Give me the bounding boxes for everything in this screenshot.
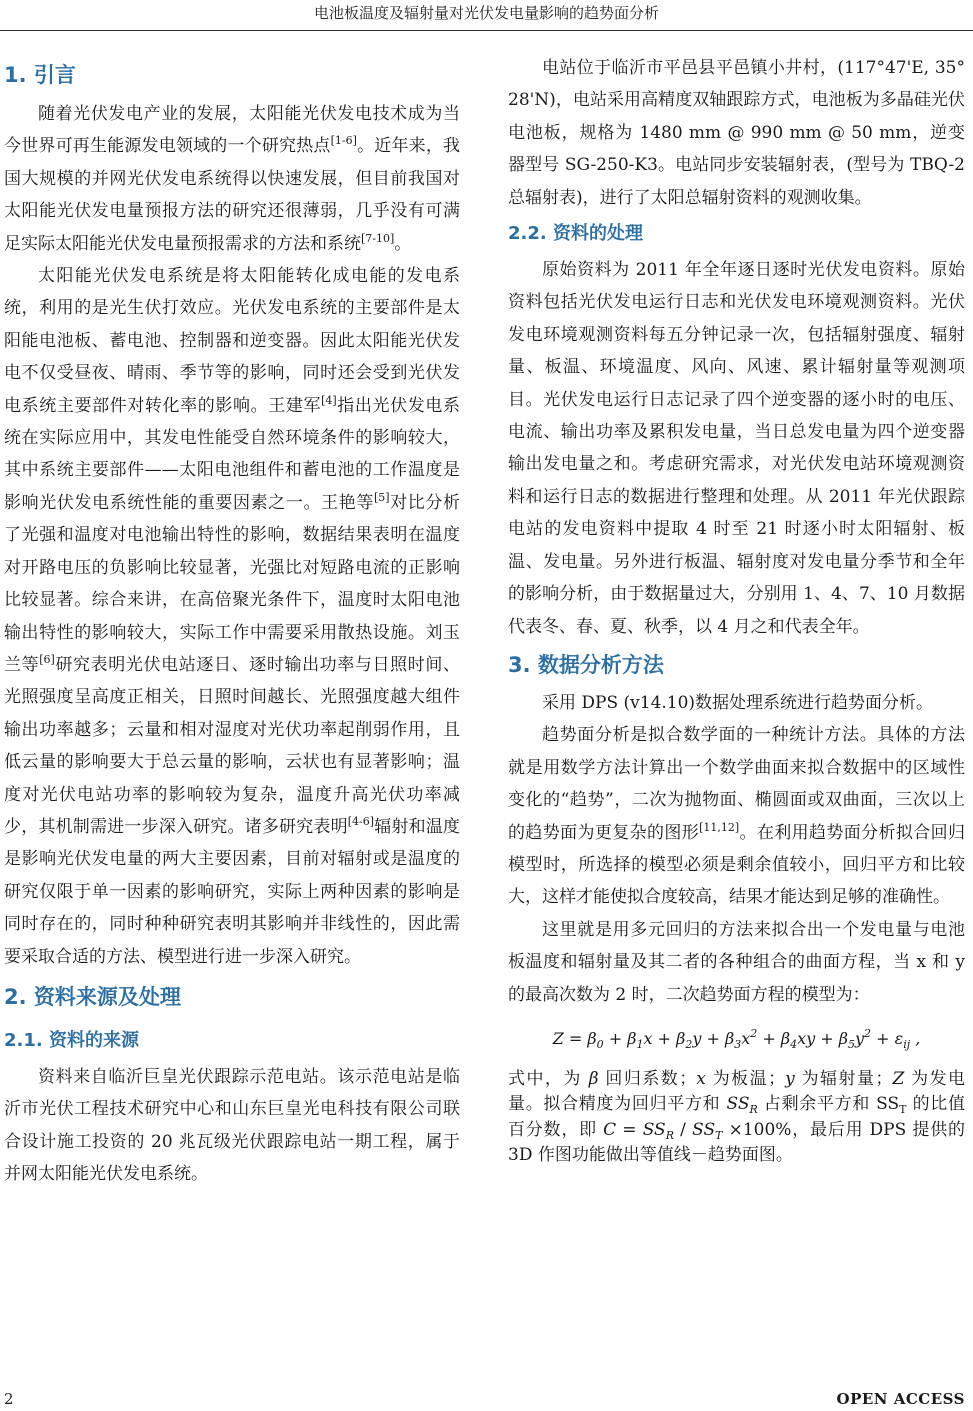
right-column bbox=[508, 52, 965, 1169]
citation[interactable]: [6] bbox=[39, 652, 55, 666]
citation[interactable]: [7-10] bbox=[361, 231, 395, 245]
subsection-heading-data-processing: 2.2. 资料的处理 bbox=[508, 223, 643, 245]
trend-surface-equation: $Z = \beta_0 + \beta_1x + \beta_2y + \beta_3x^2 + \beta_4xy + \beta_5y^2 + \varepsilon_{ij}$ , bbox=[552, 1026, 921, 1051]
paragraph: 采用 DPS (v14.10)数据处理系统进行趋势面分析。 bbox=[542, 692, 934, 713]
running-head: 电池板温度及辐射量对光伏发电量影响的趋势面分析 bbox=[0, 0, 973, 31]
citation[interactable]: [11,12] bbox=[699, 820, 740, 834]
paragraph: 这里就是用多元回归的方法来拟合出一个发电量与电池板温度和辐射量及其二者的各种组合的曲面方程，当 x 和 y 的最高次数为 2 时，二次趋势面方程的模型为： bbox=[508, 919, 965, 1005]
paragraph: 趋势面分析是拟合数学面的一种统计方法。具体的方法就是用数学方法计算出一个数学曲面来拟合数据中的区域性变化的“趋势”，二次为抛物面、椭圆面或双曲面，三次以上的趋势面为更复杂的图形[11,12]。在利用趋势面分析拟合回归模型时，所选择的模型必须是剩余值较小，回归平方和比较大，这样才能使拟合度较高，结果才能达到足够的准确性。 bbox=[508, 725, 966, 908]
citation[interactable]: [4] bbox=[321, 393, 337, 407]
paragraph: 电站位于临沂市平邑县平邑镇小井村，(117°47'E, 35°28'N)，电站采用高精度双轴跟踪方式，电池板为多晶硅光伏电池板，规格为 1480 mm @ 990 mm @ 50 mm，逆变器型号 SG-250-K3。电站同步安装辐射表，(型号为 TBQ-2 总辐射表)，进行了太阳总辐射资料的观测收集。 bbox=[508, 58, 965, 208]
subsection-heading-data-origin: 2.1. 资料的来源 bbox=[4, 1029, 139, 1051]
journal-label: OPEN ACCESS bbox=[836, 1390, 965, 1408]
citation[interactable]: [4-6] bbox=[347, 814, 375, 828]
paragraph: 式中，为 β 回归系数；x 为板温；y 为辐射量；Z 为发电量。拟合精度为回归平方和 $SS_R$ 占剩余平方和 $SS_T$ 的比值百分数，即 $C = SS_R / SS_T \times 100\%$，最后用 DPS 提供的 3D 作图功能做出等值线－趋势面图。 bbox=[508, 1068, 966, 1166]
paragraph: 随着光伏发电产业的发展，太阳能光伏发电技术成为当今世界可再生能源发电领域的一个研究热点[1-6]。近年来，我国大规模的并网光伏发电系统得以快速发展，但目前我国对太阳能光伏发电量预报方法的研究还很薄弱，几乎没有可满足实际太阳能光伏发电量预报需求的方法和系统[7-10]。 bbox=[4, 104, 461, 254]
section-heading-methods: 3. 数据分析方法 bbox=[508, 652, 664, 677]
paragraph: 资料来自临沂巨皇光伏跟踪示范电站。该示范电站是临沂市光伏工程技术研究中心和山东巨皇光电科技有限公司联合设计施工投资的 20 兆瓦级光伏跟踪电站一期工程，属于并网太阳能光伏发电系统。 bbox=[4, 1066, 460, 1185]
paragraph: 原始资料为 2011 年全年逐日逐时光伏发电资料。原始资料包括光伏发电运行日志和光伏发电环境观测资料。光伏发电环境观测资料每五分钟记录一次，包括辐射强度、辐射量、板温、环境温度、风向、风速、累计辐射量等观测项目。光伏发电运行日志记录了四个逆变器的逐小时的电压、电流、输出功率及累积发电量，当日总发电量为四个逆变器输出发电量之和。考虑研究需求，对光伏发电站环境观测资料和运行日志的数据进行整理和处理。从 2011 年光伏跟踪电站的发电资料中提取 4 时至 21 时逐小时太阳辐射、板温、发电量。另外进行板温、辐射度对发电量分季节和全年的影响分析，由于数据量过大，分别用 1、4、7、10 月数据代表冬、春、夏、秋季，以 4 月之和代表全年。 bbox=[508, 260, 965, 637]
paragraph: 太阳能光伏发电系统是将太阳能转化成电能的发电系统，利用的是光生伏打效应。光伏发电系统的主要部件是太阳能电池板、蓄电池、控制器和逆变器。因此太阳能光伏发电不仅受昼夜、晴雨、季节等的影响，同时还会受到光伏发电系统主要部件对转化率的影响。王建军[4]指出光伏发电系统在实际应用中，其发电性能受自然环境条件的影响较大，其中系统主要部件——太阳电池组件和蓄电池的工作温度是影响光伏发电系统性能的重要因素之一。王艳等[5]对比分析了光强和温度对电池输出特性的影响，数据结果表明在温度对开路电压的负影响比较显著，光强比对短路电流的正影响比较显著。综合来讲，在高倍聚光条件下，温度时太阳电池输出特性的影响较大，实际工作中需要采用散热设施。刘玉兰等[6]研究表明光伏电站逐日、逐时输出功率与日照时间、光照强度呈高度正相关，日照时间越长、光照强度越大组件输出功率越多；云量和相对湿度对光伏功率起削弱作用，且低云量的影响要大于总云量的影响，云状也有显著影响；温度对光伏电站功率的影响较为复杂，温度升高光伏功率减少，其机制需进一步深入研究。诸多研究表明[4-6]辐射和温度是影响光伏发电量的两大主要因素，目前对辐射或是温度的研究仅限于单一因素的影响研究，实际上两种因素的影响是同时存在的，同时种种研究表明其影响并非线性的，因此需要采取合适的方法、模型进行进一步深入研究。 bbox=[4, 266, 461, 967]
section-heading-data-source: 2. 资料来源及处理 bbox=[4, 984, 181, 1009]
citation[interactable]: [5] bbox=[373, 490, 390, 504]
left-column bbox=[4, 52, 460, 1191]
citation[interactable]: [1-6] bbox=[330, 134, 357, 148]
page-number: 2 bbox=[4, 1390, 14, 1408]
section-heading-introduction: 1. 引言 bbox=[4, 63, 76, 87]
